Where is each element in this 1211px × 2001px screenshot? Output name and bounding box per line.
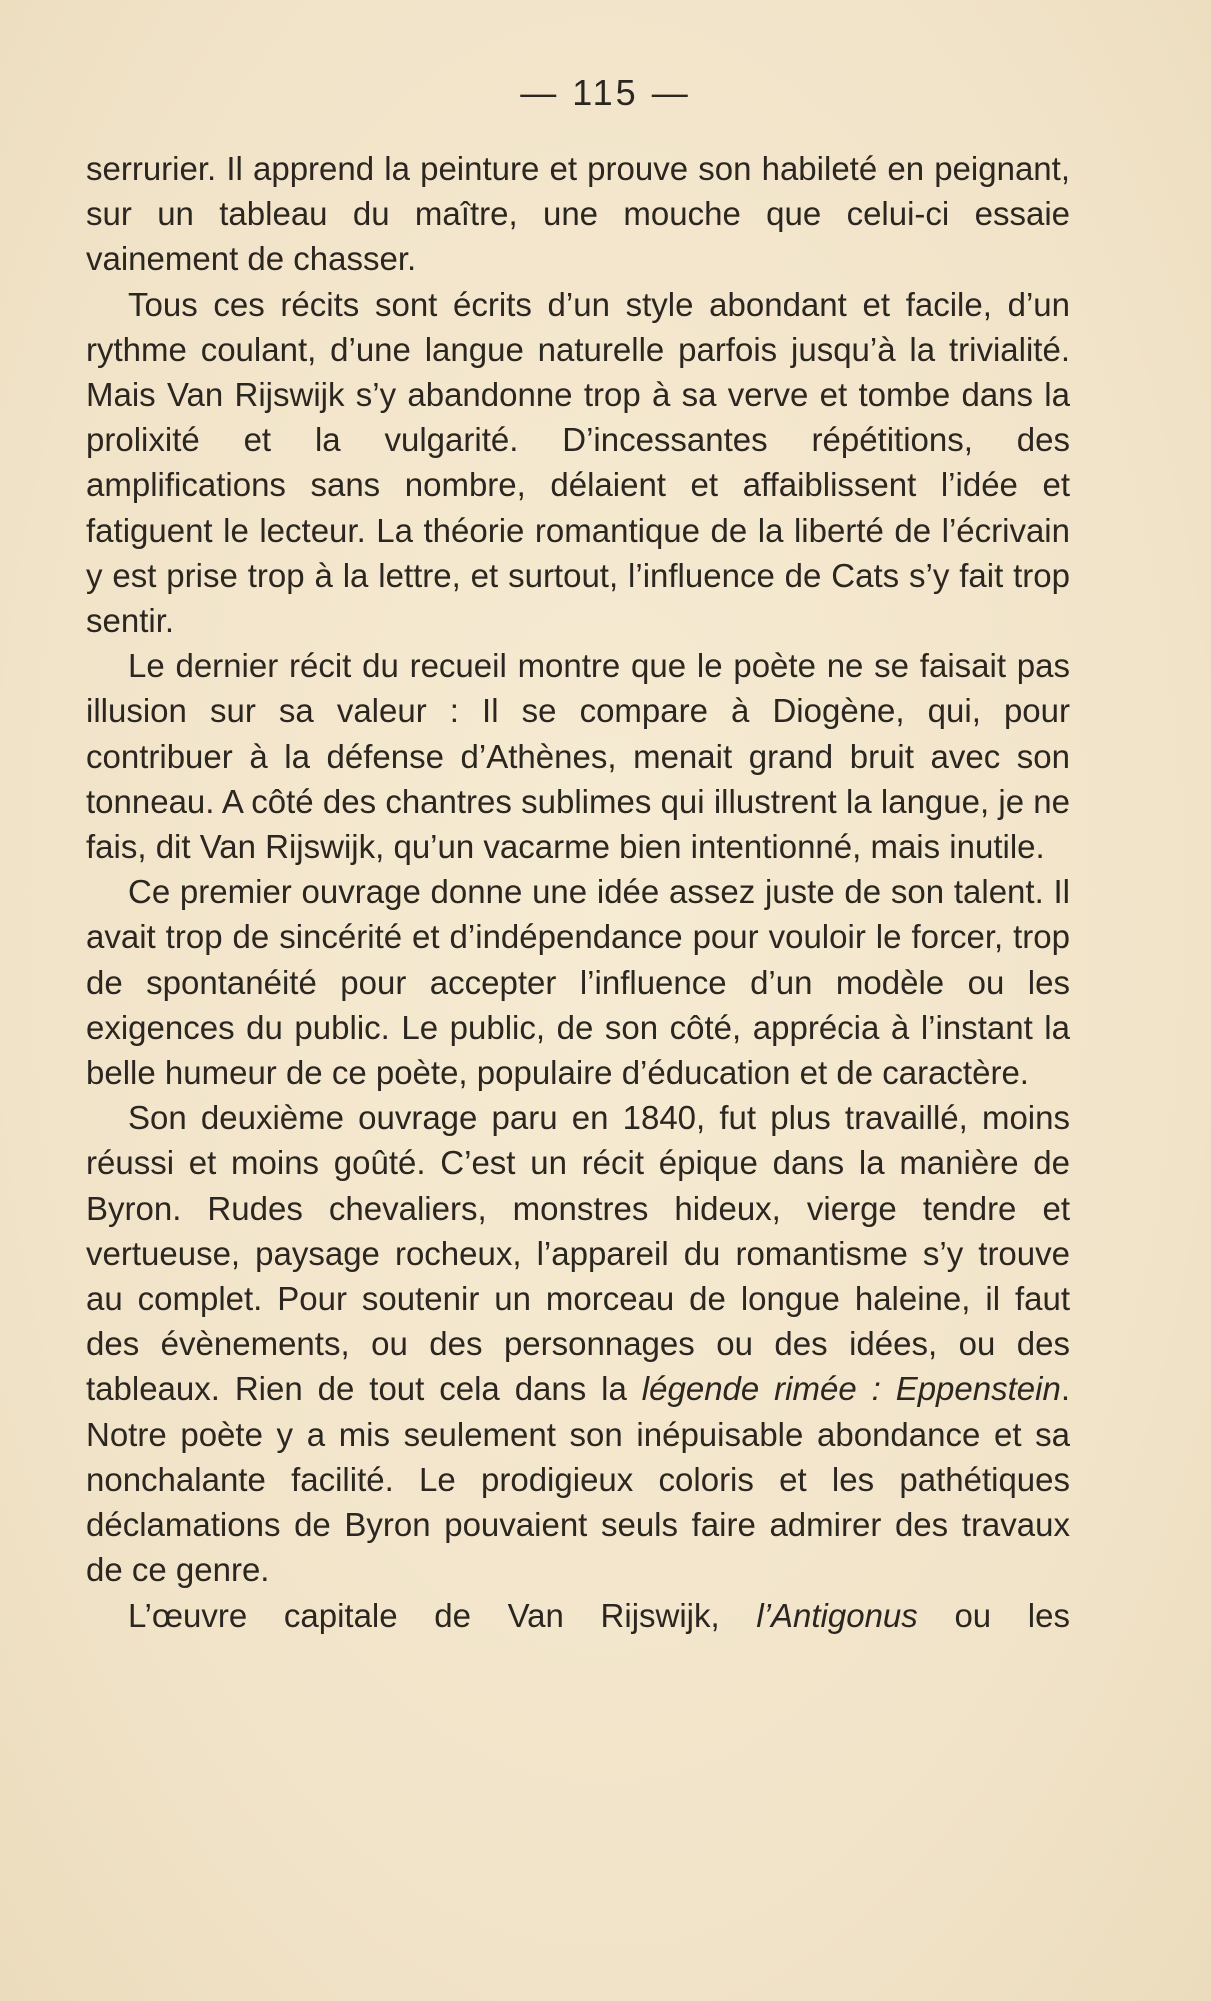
- paragraph: [86, 869, 1070, 1095]
- text-run: Le dernier récit du recueil montre que le poète ne se faisait pas illusion sur sa valeur : Il se compare à Diogène, qui, pour contribuer à la défense d’Athènes, menait grand bruit avec son tonneau. A côté des chantres sublimes qui illustrent la langue, je ne fais, dit Van Rijswijk, qu’un vacarme bien intentionné, mais inutile.: [86, 647, 1070, 866]
- paragraph: [86, 146, 1070, 282]
- text-run: . Notre poète y a mis seulement son inépuisable abondance et sa nonchalante facilité. Le prodigieux coloris et les pathétiques déclamations de Byron pouvaient seuls faire admirer des travaux de ce genre.: [86, 1370, 1070, 1589]
- text-run: L’œuvre capitale de Van Rijswijk,: [128, 1596, 757, 1634]
- body-text: [86, 146, 1070, 1638]
- text-run: Son deuxième ouvrage paru en 1840, fut plus travaillé, moins réussi et moins goûté. C’est un récit épique dans la manière de Byron. Rudes chevaliers, monstres hideux, vierge tendre et vertueuse, paysage rocheux, l’appareil du romantisme s’y trouve au complet. Pour soutenir un morceau de longue haleine, il faut des évènements, ou des personnages ou des idées, ou des tableaux. Rien de tout cela dans la: [86, 1099, 1070, 1408]
- text-run: Ce premier ouvrage donne une idée assez juste de son talent. Il avait trop de sincérité et d’indépendance pour vouloir le forcer, trop de spontanéité pour accepter l’influence d’un modèle ou les exigences du public. Le public, de son côté, apprécia à l’instant la belle humeur de ce poète, populaire d’éducation et de caractère.: [86, 873, 1070, 1092]
- italic-title: l’Antigonus: [756, 1596, 918, 1634]
- paragraph: [86, 643, 1070, 869]
- italic-title: légende rimée : Eppenstein: [641, 1370, 1061, 1408]
- text-run: serrurier. Il apprend la peinture et prouve son habileté en peignant, sur un tableau du maître, une mouche que celui-ci essaie vainement de chasser.: [86, 150, 1070, 278]
- paragraph: [86, 282, 1070, 644]
- paragraph: [86, 1095, 1070, 1592]
- text-run: ou les: [917, 1596, 1070, 1634]
- page-number: — 115 —: [520, 72, 691, 113]
- paragraph: [86, 1593, 1070, 1638]
- text-run: Tous ces récits sont écrits d’un style abondant et facile, d’un rythme coulant, d’une langue naturelle parfois jusqu’à la trivialité. Mais Van Rijswijk s’y abandonne trop à sa verve et tombe dans la prolixité et la vulgarité. D’incessantes répétitions, des amplifications sans nombre, délaient et affaiblissent l’idée et fatiguent le lecteur. La théorie romantique de la liberté de l’écrivain y est prise trop à la lettre, et surtout, l’influence de Cats s’y fait trop sentir.: [86, 285, 1070, 640]
